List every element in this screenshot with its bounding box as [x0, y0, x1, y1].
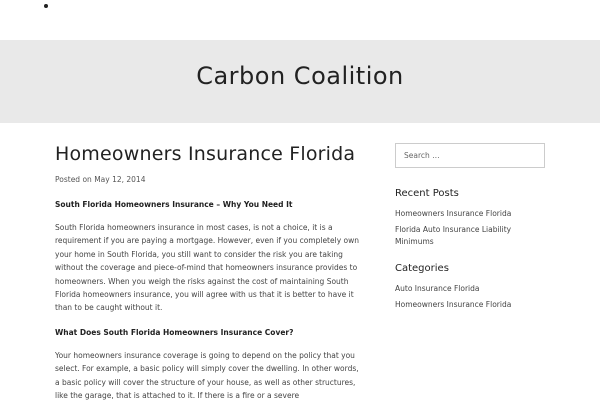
site-header	[0, 40, 600, 123]
site-title[interactable]: Carbon Coalition	[196, 62, 404, 90]
list-item	[395, 224, 545, 248]
categories-heading: Categories	[395, 263, 449, 274]
sidebar	[395, 143, 545, 315]
post-paragraph: South Florida homeowners insurance in most cases, is not a choice, it is a requirement if you are paying a mortgage. However, even if you completely own your home in South Florida, you still want to consider the risk you are taking without the coverage and piece-of-mind that homeowners insurance provides to homeowners. When you weigh the risks against the cost of maintaining South Florida homeowners insurance, you will agree with us that it is better to have it than to be caught without it.	[55, 223, 359, 313]
post-paragraph: Your homeowners insurance coverage is going to depend on the policy that you select. For example, a basic policy will simply cover the dwelling. In other words, a basic policy will cover the structure of your house, as well as other structures, like the garage, that is attached to it. If there is a fire or a severe	[55, 350, 359, 400]
category-link[interactable]: Auto Insurance Florida	[395, 284, 480, 293]
list-item	[395, 208, 545, 220]
category-link[interactable]: Homeowners Insurance Florida	[395, 300, 512, 309]
list-item	[395, 299, 545, 311]
recent-posts-heading: Recent Posts	[395, 188, 459, 199]
list-item	[395, 283, 545, 295]
recent-post-link[interactable]: Florida Auto Insurance Liability Minimums	[395, 225, 512, 246]
menu-bullet-icon	[44, 4, 48, 8]
top-menu-bar	[0, 0, 600, 40]
post-meta	[55, 174, 360, 186]
post-date-link[interactable]: May 12, 2014	[94, 175, 146, 184]
recent-post-link[interactable]: Homeowners Insurance Florida	[395, 209, 512, 218]
categories-list	[395, 283, 545, 311]
post-subheading: South Florida Homeowners Insurance – Why You Need It	[55, 200, 293, 209]
posted-on-label: Posted on	[55, 175, 92, 184]
post-title: Homeowners Insurance Florida	[55, 143, 356, 165]
search-input[interactable]	[395, 143, 545, 168]
recent-posts-list	[395, 208, 545, 248]
post-content	[55, 142, 360, 400]
post-subheading: What Does South Florida Homeowners Insurance Cover?	[55, 327, 294, 337]
